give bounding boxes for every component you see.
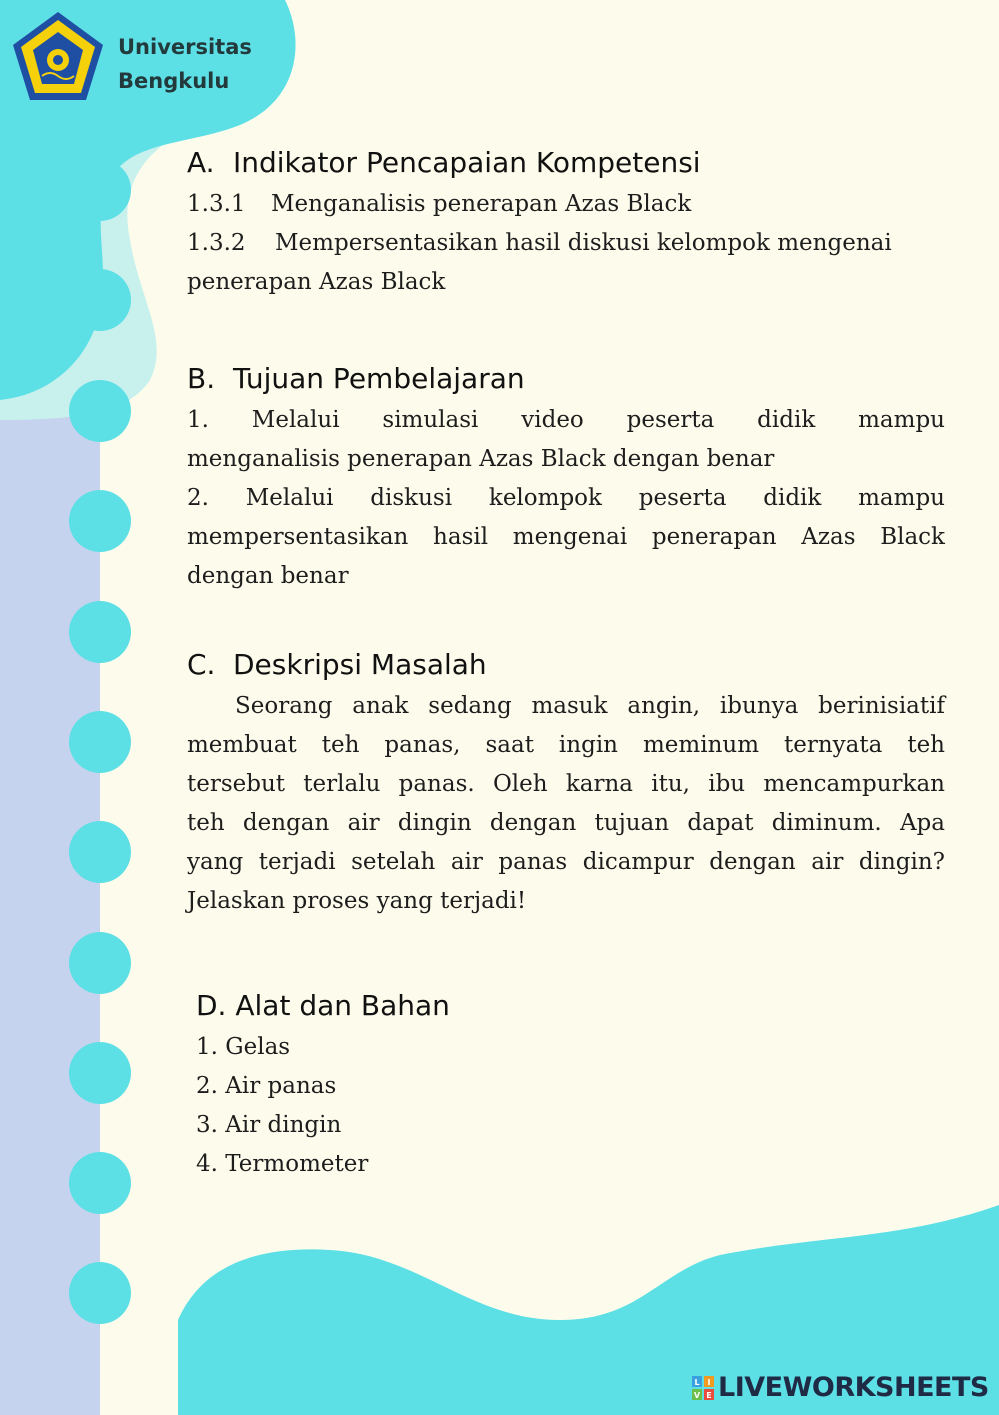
section-a-heading — [187, 145, 945, 181]
indicator-number: 1.3.1 — [187, 191, 246, 217]
material-item: 2. Air panas — [196, 1073, 337, 1099]
problem-line: tersebut terlalu panas. Oleh karna itu, ibu mencampurkan — [187, 771, 945, 797]
section-d-heading: D. Alat dan Bahan — [196, 989, 450, 1022]
university-name — [118, 30, 268, 98]
indicator-item — [187, 185, 945, 224]
spiral-dot — [69, 1152, 131, 1214]
goal-line: mempersentasikan hasil mengenai penerapan Azas Black — [187, 524, 945, 550]
spiral-dot — [69, 821, 131, 883]
material-item: 3. Air dingin — [196, 1112, 342, 1138]
university-name-line2: Bengkulu — [118, 69, 230, 93]
indicator-text: Mempersentasikan hasil diskusi kelompok mengenai — [275, 230, 892, 256]
goal-line: dengan benar — [187, 563, 349, 589]
section-a-letter: A. — [187, 146, 215, 179]
spiral-dot — [69, 1262, 131, 1324]
section-alat-bahan — [196, 988, 954, 1184]
indicator-text: Menganalisis penerapan Azas Black — [271, 191, 692, 217]
spiral-dot — [69, 932, 131, 994]
section-c-heading — [187, 647, 945, 683]
problem-line: Seorang anak sedang masuk angin, ibunya berinisiatif — [235, 693, 945, 719]
indicator-continuation: penerapan Azas Black — [187, 269, 446, 295]
mark-letter: V — [693, 1390, 701, 1400]
mark-letter: L — [694, 1377, 700, 1387]
section-c-letter: C. — [187, 648, 216, 681]
goal-line: 2. Melalui diskusi kelompok peserta didik mampu — [187, 485, 945, 511]
material-item: 4. Termometer — [196, 1151, 369, 1177]
liveworksheets-text: LIVEWORKSHEETS — [718, 1372, 989, 1403]
spiral-dot — [69, 711, 131, 773]
mark-letter: E — [706, 1390, 712, 1400]
spiral-dot — [69, 601, 131, 663]
section-a-title: Indikator Pencapaian Kompetensi — [233, 146, 701, 179]
liveworksheets-logo — [692, 1372, 989, 1403]
mark-letter: I — [707, 1377, 711, 1387]
section-b-title: Tujuan Pembelajaran — [233, 362, 525, 395]
goal-line: 1. Melalui simulasi video peserta didik mampu — [187, 407, 945, 433]
spiral-dot — [69, 269, 131, 331]
problem-line: yang terjadi setelah air panas dicampur dengan air dingin? — [187, 849, 945, 875]
material-item: 1. Gelas — [196, 1034, 291, 1060]
spiral-dot — [69, 380, 131, 442]
liveworksheets-mark-icon — [692, 1376, 714, 1400]
problem-line: teh dengan air dingin dengan tujuan dapat diminum. Apa — [187, 810, 945, 836]
spiral-dot — [69, 159, 131, 221]
university-name-line1: Universitas — [118, 35, 252, 59]
indicator-item — [187, 224, 945, 263]
section-indikator — [187, 145, 945, 302]
section-b-heading — [187, 361, 945, 397]
section-b-letter: B. — [187, 362, 216, 395]
problem-line: membuat teh panas, saat ingin meminum ternyata teh — [187, 732, 945, 758]
section-deskripsi — [187, 647, 945, 921]
spiral-dot — [69, 490, 131, 552]
indicator-number: 1.3.2 — [187, 230, 246, 256]
section-c-title: Deskripsi Masalah — [233, 648, 487, 681]
spiral-dot — [69, 1042, 131, 1104]
problem-line: Jelaskan proses yang terjadi! — [187, 888, 527, 914]
section-tujuan — [187, 361, 945, 596]
goal-line: menganalisis penerapan Azas Black dengan benar — [187, 446, 775, 472]
